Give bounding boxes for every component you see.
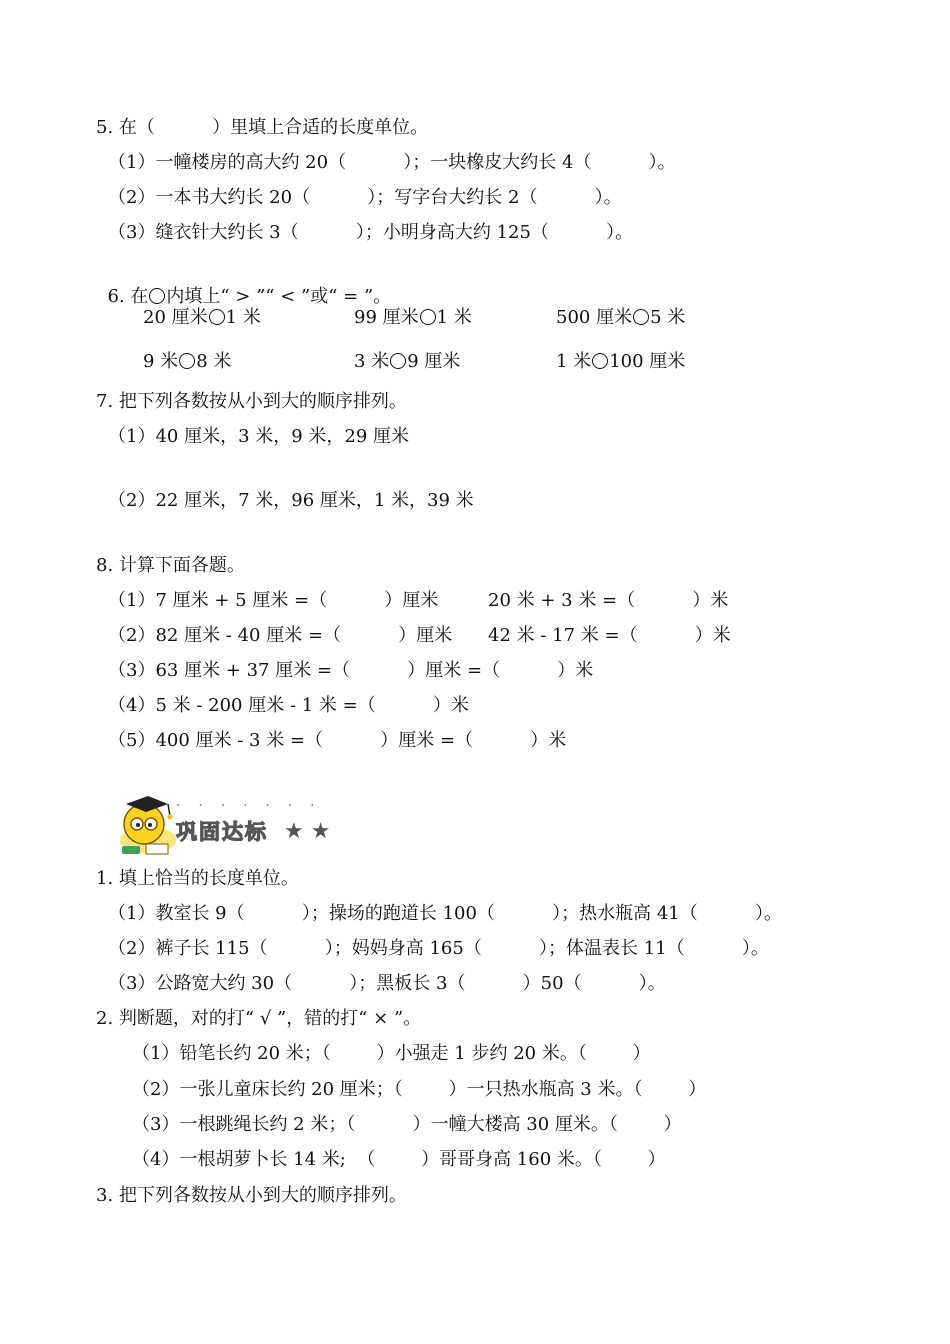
compare-item xyxy=(556,306,685,330)
s2-title: 2. 判断题，对的打“ √ ”，错的打“ × ”。 xyxy=(96,1008,422,1029)
compare-right: 1 米 xyxy=(225,307,261,328)
compare-right: 1 米 xyxy=(436,307,472,328)
q8-item-1b: 20 米 + 3 米 =（ ）米 xyxy=(488,590,729,611)
q6-title xyxy=(96,261,391,309)
s1-item-2: （2）裤子长 115（ ）；妈妈身高 165（ ）；体温表长 11（ ）。 xyxy=(108,938,769,959)
compare-item xyxy=(143,350,231,374)
compare-left: 99 厘米 xyxy=(354,307,419,328)
banner-label: 巩固达标 xyxy=(176,820,268,844)
compare-circle-icon[interactable] xyxy=(390,353,406,369)
q5-item-2: （2）一本书大约长 20（ ）；写字台大约长 2（ ）。 xyxy=(108,187,622,208)
compare-circle-icon[interactable] xyxy=(179,353,195,369)
q6-title-prefix: 6. 在 xyxy=(107,286,149,307)
compare-left: 1 米 xyxy=(556,351,592,372)
compare-right: 100 厘米 xyxy=(609,351,686,372)
section-banner xyxy=(112,790,352,862)
s2-item-4: （4）一根胡萝卜长 14 米; （ ）哥哥身高 160 米。（ ） xyxy=(132,1149,666,1170)
compare-left: 500 厘米 xyxy=(556,307,633,328)
s1-item-1: （1）教室长 9（ ）；操场的跑道长 100（ ）；热水瓶高 41（ ）。 xyxy=(108,903,782,924)
compare-item xyxy=(556,350,685,374)
q8-item-3: （3）63 厘米 + 37 厘米 =（ ）厘米 =（ ）米 xyxy=(108,660,594,681)
q7-item-2: （2）22 厘米，7 米，96 厘米，1 米，39 米 xyxy=(108,490,474,511)
q8-title: 8. 计算下面各题。 xyxy=(96,555,245,576)
q8-item-1a: （1）7 厘米 + 5 厘米 =（ ）厘米 xyxy=(108,590,439,611)
q8-item-5: （5）400 厘米 - 3 米 =（ ）厘米 =（ ）米 xyxy=(108,730,567,751)
compare-item xyxy=(354,350,460,374)
compare-left: 3 米 xyxy=(354,351,390,372)
compare-item xyxy=(354,306,472,330)
s1-title: 1. 填上恰当的长度单位。 xyxy=(96,868,299,889)
s2-item-1: （1）铅笔长约 20 米；（ ）小强走 1 步约 20 米。（ ） xyxy=(132,1043,651,1064)
q7-item-1: （1）40 厘米，3 米，9 米，29 厘米 xyxy=(108,426,410,447)
q7-title: 7. 把下列各数按从小到大的顺序排列。 xyxy=(96,391,407,412)
s3-title: 3. 把下列各数按从小到大的顺序排列。 xyxy=(96,1185,407,1206)
q5-title: 5. 在（ ）里填上合适的长度单位。 xyxy=(96,117,429,138)
q8-item-4: （4）5 米 - 200 厘米 - 1 米 =（ ）米 xyxy=(108,695,469,716)
banner-stars: ★ ★ xyxy=(284,819,331,844)
compare-circle-icon[interactable] xyxy=(633,309,649,325)
q5-item-1: （1）一幢楼房的高大约 20（ ）；一块橡皮大约长 4（ ）。 xyxy=(108,152,676,173)
compare-right: 9 厘米 xyxy=(407,351,461,372)
q6-title-suffix: 内填上“ > ”“ < ”或“ = ”。 xyxy=(166,286,392,307)
compare-circle-icon[interactable] xyxy=(592,353,608,369)
compare-item xyxy=(143,306,261,330)
s2-item-3: （3）一根跳绳长约 2 米；（ ）一幢大楼高 30 厘米。（ ） xyxy=(132,1114,682,1135)
comparison-circle-icon xyxy=(149,288,165,304)
compare-left: 20 厘米 xyxy=(143,307,208,328)
compare-right: 5 米 xyxy=(650,307,686,328)
compare-circle-icon[interactable] xyxy=(209,309,225,325)
q5-item-3: （3）缝衣针大约长 3（ ）；小明身高大约 125（ ）。 xyxy=(108,222,634,243)
compare-right: 8 米 xyxy=(196,351,232,372)
compare-circle-icon[interactable] xyxy=(420,309,436,325)
q8-item-2b: 42 米 - 17 米 =（ ）米 xyxy=(488,625,731,646)
compare-left: 9 米 xyxy=(143,351,179,372)
banner-dots: · · · · · · · xyxy=(176,798,318,814)
q8-item-2a: （2）82 厘米 - 40 厘米 =（ ）厘米 xyxy=(108,625,453,646)
s2-item-2: （2）一张儿童床长约 20 厘米；（ ）一只热水瓶高 3 米。（ ） xyxy=(132,1079,707,1100)
s1-item-3: （3）公路宽大约 30（ ）；黑板长 3（ ）50（ ）。 xyxy=(108,973,666,994)
